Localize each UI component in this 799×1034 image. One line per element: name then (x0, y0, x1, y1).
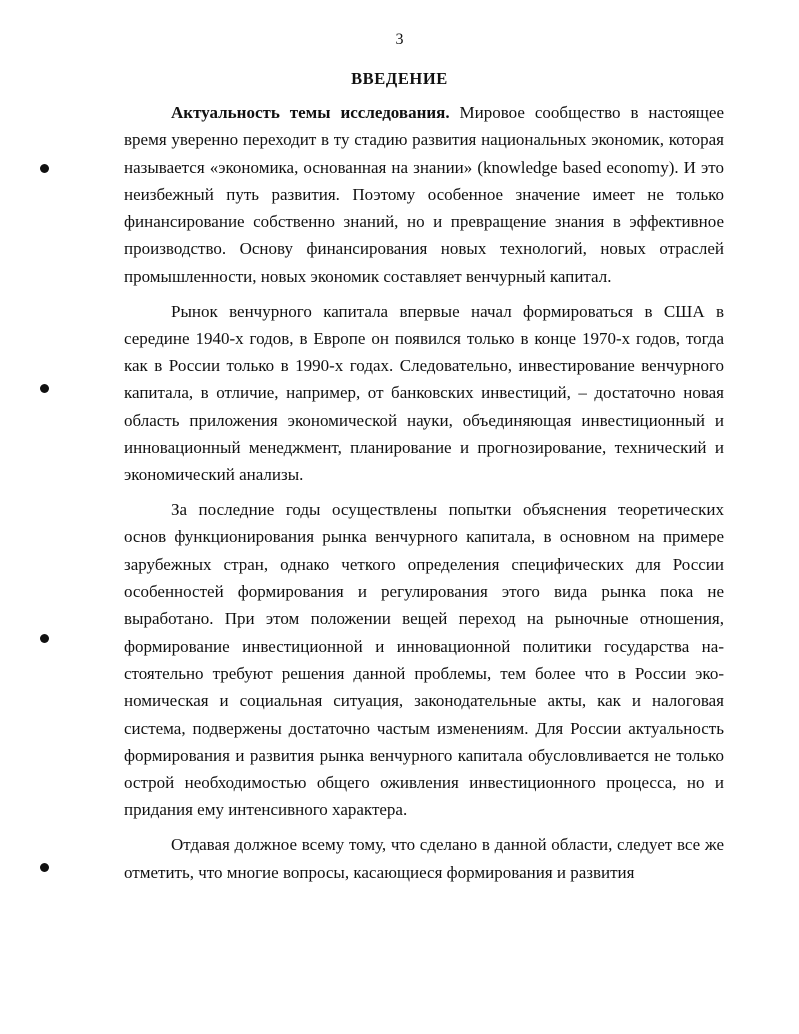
binding-hole-mark (40, 863, 49, 872)
relevance-label: Актуальность темы исследования (171, 103, 446, 122)
paragraph-venture-market: Рынок венчурного капитала впервые начал формироваться в США в середине 1940-х годов, в Европе он появился только в конце 1970-х годов, тогда как в России только в 1990-х годах. Следовательно, инвестирование венчурного капитала, в отличие, например, от банковских инвестиций, – достаточно новая область приложения экономической науки, объединяющая инвестиционный и инновационный менеджмент, планирование и прогнозирование, технический и экономический анализы. (124, 301, 724, 485)
binding-hole-mark (40, 384, 49, 393)
page-number: 3 (395, 31, 404, 48)
paragraph-recent-years: За последние годы осуществлены попытки объяснения теоретических основ функционирования рынка венчурного капитала, в основном на примере зарубежных стран, однако четкого определения специфических для России особенностей формирования и регулирования этого вида рынка пока не выработано. При этом положении вещей переход на рыночные отношения, формирование инвестиционной и инновационной политики государства настоятельно требуют решения данной проблемы, тем более что в России экономическая и социальная ситуация, законодательные акты, как и налоговая система, подвержены достаточно частым изменениям. Для России актуальность формирования и развития рынка венчурного капитала обусловливается не только острой необходимостью общего оживления инвестиционного процесса, но и придания ему интенсивного характера. (124, 500, 724, 820)
relevance-label-punct: . (445, 103, 450, 122)
document-body (124, 99, 724, 886)
paragraph-relevance (124, 99, 724, 290)
binding-hole-mark (40, 634, 49, 643)
binding-hole-mark (40, 164, 49, 173)
paragraph-text: Мировое сообщество в настоящее время уверенно переходит в ту стадию развития национальных экономик, которая называется «экономика, основанная на знании» (knowledge based economy). И это неизбежный путь развития. Поэтому особенное значение имеет не только финансирование собственно знаний, но и превращение знания в эффективное производство. Основу финансирования новых технологий, новых отраслей промышленности, новых экономик составляет венчурный капитал. (124, 103, 724, 286)
paragraph-acknowledgement: Отдавая должное всему тому, что сделано в данной области, следует все же отметить, что многие вопросы, касающиеся формирования и развития (124, 835, 724, 882)
page-heading: ВВЕДЕНИЕ (351, 69, 448, 88)
